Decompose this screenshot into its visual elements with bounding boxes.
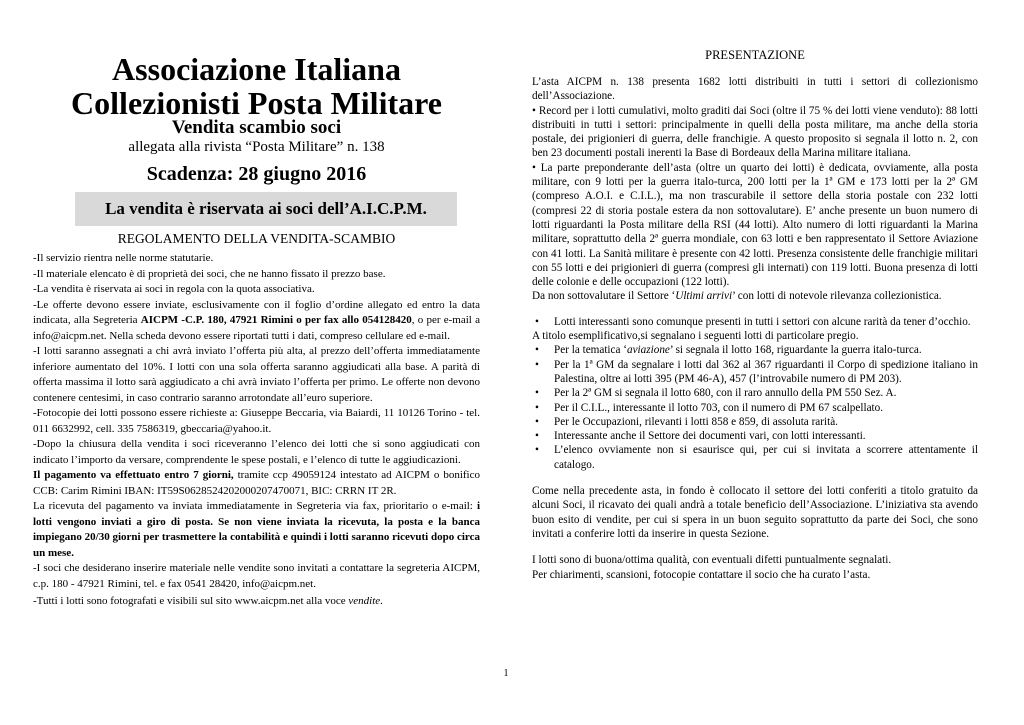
list-item: [532, 429, 978, 443]
latest-arrivals-text-end: ’ con lotti di notevole rilevanza collezionistica.: [732, 290, 942, 303]
cumulative-lots-paragraph: • Record per i lotti cumulativi, molto graditi dai Soci (oltre il 75 % dei lotti viene venduto): 88 lotti distribuiti in tutti i settori: principalmente in quelli della posta militare, ma anche della storia postale, dei prigionieri di guerra, delle franchigie. A questo proposito si segnala il lotto n. 2, con ben 23 documenti postali inerenti la Base di Bordeaux della Marina militare italiana.: [532, 104, 978, 160]
rule-offers-address: AICPM -C.P. 180, 47921 Rimini o per fax allo 054128420: [140, 314, 412, 326]
subtitle: Vendita scambio soci: [171, 117, 342, 138]
members-only-banner: La vendita è riservata ai soci dell’A.I.C.P.M.: [75, 192, 457, 226]
bullet-icon: •: [535, 344, 539, 357]
rule-receipt-text: La ricevuta del pagamento va inviata immediatamente in Segreteria via fax, prioritario o e-mail:: [33, 500, 477, 512]
rule-website-text: -Tutti i lotti sono fotografati e visibili sul sito www.aicpm.net alla voce: [33, 595, 349, 607]
rule-photocopies: -Fotocopie dei lotti possono essere richieste a: Giuseppe Beccaria, via Baiardi, 11 10126 Torino - tel. 011 6632992, cell. 335 7586319, gbeccaria@yahoo.it.: [33, 407, 480, 435]
list-item-text: Per la 1ª GM da segnalare i lotti dal 362 al 367 riguardanti il Corpo di spedizione italiano in Palestina, oltre ai lotti 395 (PM 46-A), 457 (l’introvabile numero di PM 203).: [554, 358, 978, 385]
contact-paragraph: Per chiarimenti, scansioni, fotocopie contattare il socio che ha curato l’asta.: [532, 568, 871, 581]
bullet-icon: •: [535, 358, 539, 371]
rule-members-only: -La vendita è riservata ai soci in regola con la quota associativa.: [33, 283, 315, 295]
list-item: [532, 358, 978, 387]
page-title-line-2: Collezionisti Posta Militare: [71, 85, 442, 121]
presentation-body: [532, 75, 978, 582]
list-item-text: Lotti interessanti sono comunque presenti in tutti i settori con alcune rarità da tener d’occhio.: [554, 315, 971, 328]
rule-payment: [33, 468, 480, 499]
latest-arrivals-section: Ultimi arrivi: [675, 290, 733, 303]
donated-lots-paragraph: Come nella precedente asta, in fondo è collocato il settore dei lotti conferiti a titolo gratuito da alcuni Soci, il ricavato dei quali andrà a totale beneficio dell’Associazione. L’iniziativa sta avendo buon esito di vendite, per cui si spera in un buon seguito soprattutto da parte dei Soci, che sono invitati a conferire lotti da inserire in questa Sezione.: [532, 485, 978, 540]
bullet-icon: •: [535, 415, 539, 428]
list-item-text: Per il C.I.L., interessante il lotto 703, con il numero di PM 67 scalpellato.: [554, 401, 884, 414]
rule-website-section: vendite: [348, 595, 381, 607]
page-title-line-1: Associazione Italiana: [112, 51, 401, 87]
bullet-icon: •: [535, 315, 539, 328]
latest-arrivals-text: Da non sottovalutare il Settore ‘: [532, 290, 676, 303]
rule-receipt: [33, 499, 480, 561]
list-item: [532, 315, 978, 329]
rule-after-closing: -Dopo la chiusura della vendita i soci riceveranno l’elenco dei lotti che si sono aggiudicati con indicato l’importo da versare, comprendente le spese postali, e l’elenco di tutte le aggiudicazioni.: [33, 438, 480, 466]
rule-offers-text-end: , o per e-mail a info@aicpm.net. Nella scheda devono essere riportati tutti i dati, compreso cellulare ed e-mail.: [33, 314, 480, 342]
rules-list: [33, 251, 480, 610]
bullet-icon: •: [535, 430, 539, 443]
list-item-text: L’elenco ovviamente non si esaurisce qui, per cui si invitata a scorrere attentamente il catalogo.: [554, 444, 978, 471]
rule-offers: [33, 298, 480, 345]
rule-website-end: .: [380, 595, 383, 607]
bullet-icon: •: [535, 401, 539, 414]
page-number: 1: [503, 668, 509, 679]
list-item-theme: aviazione: [627, 344, 670, 357]
rule-consignment: -I soci che desiderano inserire materiale nelle vendite sono invitati a contattare la segreteria AICPM, c.p. 180 - 47921 Rimini, tel. e fax 0541 28420, info@aicpm.net.: [33, 562, 480, 590]
bullet-icon: •: [535, 444, 539, 457]
list-item: [532, 443, 978, 472]
list-item: [532, 401, 978, 415]
intro-paragraph: L’asta AICPM n. 138 presenta 1682 lotti distribuiti in tutti i settori di collezionismo dell’Associazione.: [532, 76, 978, 103]
rule-payment-deadline: Il pagamento va effettuato entro 7 giorni,: [33, 469, 234, 481]
list-item: [532, 415, 978, 429]
deadline: Scadenza: 28 giugno 2016: [146, 163, 367, 185]
rule-assignment: -I lotti saranno assegnati a chi avrà inviato l’offerta più alta, al prezzo dell’offerta immediatamente inferiore aumentato del 10%. I lotti con una sola offerta saranno aggiudicati alla base. A parità di offerta massima il lotto sarà aggiudicato a chi avrà inviato l’offerta per primo. Le offerte non devono contenere centesimi, in caso contrario saranno arrotondate all’euro superiore.: [33, 345, 480, 404]
highlights-intro: A titolo esemplificativo,si segnalano i seguenti lotti di particolare pregio.: [532, 330, 859, 343]
bullet-icon: •: [535, 387, 539, 400]
list-item: [532, 343, 978, 357]
quality-paragraph: I lotti sono di buona/ottima qualità, con eventuali difetti puntualmente segnalati.: [532, 554, 892, 567]
list-item: [532, 386, 978, 400]
list-item-text: Interessante anche il Settore dei documenti vari, con lotti interessanti.: [554, 430, 866, 443]
latest-arrivals-paragraph: [532, 289, 978, 303]
list-item-text: Per la tematica ‘: [554, 344, 627, 357]
rule-payment-details: tramite ccp 49059124 intestato ad AICPM o bonifico CCB: Carim Rimini IBAN: IT59S0628524202000207470071, BIC: CRRN IT 2R.: [33, 469, 480, 497]
presentation-heading: PRESENTAZIONE: [705, 48, 805, 62]
subtitle-magazine: allegata alla rivista “Posta Militare” n. 138: [128, 139, 385, 155]
rule-website: [33, 594, 480, 610]
rule-statute: -Il servizio rientra nelle norme statutarie.: [33, 252, 214, 264]
rule-offers-text: -Le offerte devono essere inviate, esclusivamente con il foglio d’ordine allegato ed entro la data indicata, alla Segreteria: [33, 298, 480, 326]
list-item-text: Per le Occupazioni, rilevanti i lotti 858 e 859, di assoluta rarità.: [554, 415, 838, 428]
rule-receipt-warning: i lotti vengono inviati a giro di posta. Se non viene inviata la ricevuta, la posta e la banca impiegano 20/30 giorni per trasmettere la contabilità e quindi i lotti saranno ricevuti dopo circa un mese.: [33, 500, 480, 559]
main-section-paragraph: • La parte preponderante dell’asta (oltre un quarto dei lotti) è dedicata, ovviamente, alla posta militare, con 9 lotti per la guerra italo-turca, 200 lotti per la 1ª GM e 173 lotti per la 2ª GM (compreso A.O.I. e C.I.L.), ma non trascurabile il settore della storia postale con 232 lotti (compresi 22 di storia postale estera da non sottovalutare). E’ anche presente un buon numero di lotti riguardanti la Posta militare della RSI (44 lotti). Alto numero di lotti riguardanti la Marina militare, soprattutto della 2ª guerra mondiale, con 63 lotti e ben rappresentato il Settore Aviazione con 41 lotti. La Sanità militare è presente con 42 lotti. Presenza consistente delle franchigie militari con 55 lotti e dei prigionieri di guerra (compresi gli internati) con 119 lotti. Buona presenza di lotti delle colonie e delle occupazioni (122 lotti).: [532, 161, 978, 289]
list-item-text: Per la 2ª GM si segnala il lotto 680, con il raro annullo della PM 550 Sez. A.: [554, 387, 897, 400]
rules-title: REGOLAMENTO DELLA VENDITA-SCAMBIO: [117, 231, 396, 246]
list-item-text-end: ’ si segnala il lotto 168, riguardante la guerra italo-turca.: [669, 344, 922, 357]
rule-ownership: -Il materiale elencato è di proprietà dei soci, che ne hanno fissato il prezzo base.: [33, 267, 386, 280]
